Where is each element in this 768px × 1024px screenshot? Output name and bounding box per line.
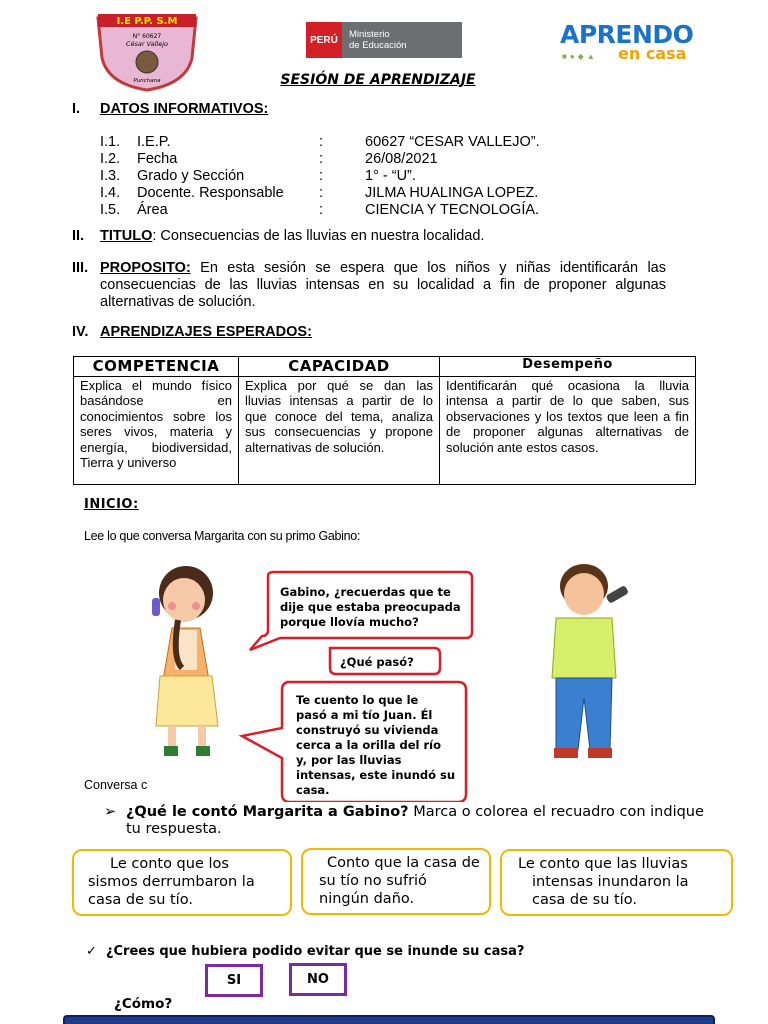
question-2 (86, 944, 524, 959)
titulo-line (100, 228, 484, 244)
section-label: DATOS INFORMATIVOS: (100, 101, 269, 117)
question-1-text (126, 804, 706, 838)
question-2-text: ¿Crees que hubiera podido evitar que se inunde su casa? (105, 944, 525, 959)
dato-colon: : (319, 151, 324, 167)
dato-value: 60627 “CESAR VALLEJO”. (365, 134, 540, 150)
dato-colon: : (319, 134, 324, 150)
table-header-row (74, 357, 696, 377)
section-number: III. (72, 260, 89, 276)
bubble-1-line: Gabino, ¿recuerdas que te (280, 585, 451, 599)
answer-option-sin-dano[interactable]: Conto que la casa de su tío no sufrió ningún daño. (301, 848, 491, 915)
section-label: PROPOSITO: (100, 260, 191, 276)
table-cell-capacidad: Explica por qué se dan las lluvias intensas a partir de lo que conoce del tema, analiza sus consecuencias y propone alternativas de solución. (239, 377, 440, 485)
dato-row (0, 134, 768, 151)
dato-colon: : (319, 202, 324, 218)
no-answer-box[interactable]: NO (289, 963, 347, 996)
dato-number: I.1. (100, 134, 121, 150)
inicio-heading: INICIO: (84, 497, 139, 512)
bubble-3-line: y, por las lluvias (296, 753, 402, 767)
dato-key: Grado y Sección (137, 168, 245, 184)
girl-margarita-icon (152, 566, 218, 756)
table-cell-competencia: Explica el mundo físico basándose en conocimientos sobre los seres vivos, materia y energía, biodiversidad, Tierra y universo (74, 377, 239, 485)
dato-row (0, 185, 768, 202)
bubble-3-line: intensas, este inundó su (296, 768, 456, 782)
dato-row (0, 202, 768, 219)
arrow-bullet-icon: ➢ (104, 804, 117, 820)
ministry-country: PERÚ (306, 22, 342, 58)
dato-key: I.E.P. (137, 134, 171, 150)
dato-number: I.2. (100, 151, 121, 167)
dato-key: Fecha (137, 151, 178, 167)
lee-instruction: Lee lo que conversa Margarita con su primo Gabino: (84, 529, 361, 543)
answer-option-sismos[interactable]: Le conto que los sismos derrumbaron la casa de su tío. (72, 849, 292, 916)
bubble-1-line: dije que estaba preocupada (280, 600, 461, 614)
bubble-3-line: Te cuento lo que le (296, 693, 419, 707)
section-label: TITULO (100, 228, 153, 244)
dato-number: I.3. (100, 168, 121, 184)
dato-key: Docente. Responsable (137, 185, 284, 201)
dato-value: 1° - “U”. (365, 168, 416, 184)
yes-answer-box[interactable]: SI (205, 964, 263, 997)
como-question: ¿Cómo? (114, 996, 173, 1012)
aprendo-text: APRENDO (560, 20, 694, 49)
dato-value: CIENCIA Y TECNOLOGÍA. (365, 202, 540, 218)
dato-number: I.4. (100, 185, 121, 201)
school-logo-line1: N° 60627 (132, 33, 162, 40)
boy-gabino-icon (552, 564, 629, 758)
dato-row (0, 168, 768, 185)
table-cell-desempeno: Identificarán qué ocasiona la lluvia intensa a partir de lo que saben, sus observaciones y los textos que leen a fin de proponer algunas alternativas de solución ante estos casos. (440, 377, 696, 485)
conversa-fragment: Conversa c (84, 778, 148, 792)
bubble-3-line: pasó a mi tío Juan. Él (296, 708, 433, 722)
section-titulo (0, 228, 768, 246)
ministry-name (342, 22, 462, 58)
dato-key: Área (137, 202, 168, 218)
session-title: SESIÓN DE APRENDIZAJE (280, 72, 476, 88)
ministry-line1: Ministerio (349, 29, 390, 40)
school-logo-line3: Punchana (133, 78, 161, 84)
titulo-text: : Consecuencias de las lluvias en nuestra localidad. (152, 228, 485, 244)
bubble-3-line: casa. (296, 783, 330, 797)
section-aprendizajes (0, 324, 768, 342)
en-casa-text: en casa (618, 44, 687, 63)
table-header-competencia: COMPETENCIA (74, 357, 239, 377)
bubble-3-line: cerca a la orilla del río (296, 738, 441, 752)
dato-colon: : (319, 185, 324, 201)
section-number: IV. (72, 324, 89, 340)
bubble-3-line: construyó su vivienda (296, 723, 439, 737)
dato-value: 26/08/2021 (365, 151, 438, 167)
proposito-paragraph (100, 260, 666, 311)
section-number: II. (72, 228, 85, 244)
dato-row (0, 151, 768, 168)
school-logo-line2: César Vallejo (125, 40, 169, 48)
section-datos-heading (0, 101, 768, 119)
bubble-1-line: porque llovía mucho? (280, 615, 419, 629)
aprendo-en-casa-logo (560, 22, 700, 66)
dato-value: JILMA HUALINGA LOPEZ. (365, 185, 539, 201)
section-proposito (0, 260, 768, 312)
section-label: APRENDIZAJES ESPERADOS: (100, 324, 312, 340)
conversation-illustration (0, 558, 768, 802)
school-logo-top-text: I.E P.P. S.M (116, 16, 178, 27)
table-header-capacidad: CAPACIDAD (239, 357, 440, 377)
ministry-line2: de Educación (349, 40, 407, 51)
section-number: I. (72, 101, 81, 117)
ministry-logo (306, 22, 462, 58)
table-header-desempeno: Desempeño (440, 357, 696, 377)
proposito-text: En esta sesión se espera que los niños y niñas identificarán las consecuencias de las lluvias intensas en su localidad a fin de proponer algunas alternativas de solución. (100, 260, 666, 310)
bottom-answer-box[interactable] (63, 1015, 715, 1024)
bubble-2-line: ¿Qué pasó? (340, 655, 414, 669)
question-1-bold: ¿Qué le contó Margarita a Gabino? (126, 804, 409, 820)
question-1-rest: Marca o colorea el recuadro con indique tu respuesta. (126, 804, 704, 837)
table-row (74, 377, 696, 485)
shapes-icon: ■●◆▲ (562, 52, 598, 61)
portrait-icon (136, 51, 158, 73)
answer-option-lluvias[interactable]: Le conto que las lluvias intensas inundaron la casa de su tío. (500, 849, 733, 916)
dato-colon: : (319, 168, 324, 184)
competencias-table (73, 356, 696, 485)
check-bullet-icon: ✓ (86, 944, 97, 959)
dato-number: I.5. (100, 202, 121, 218)
